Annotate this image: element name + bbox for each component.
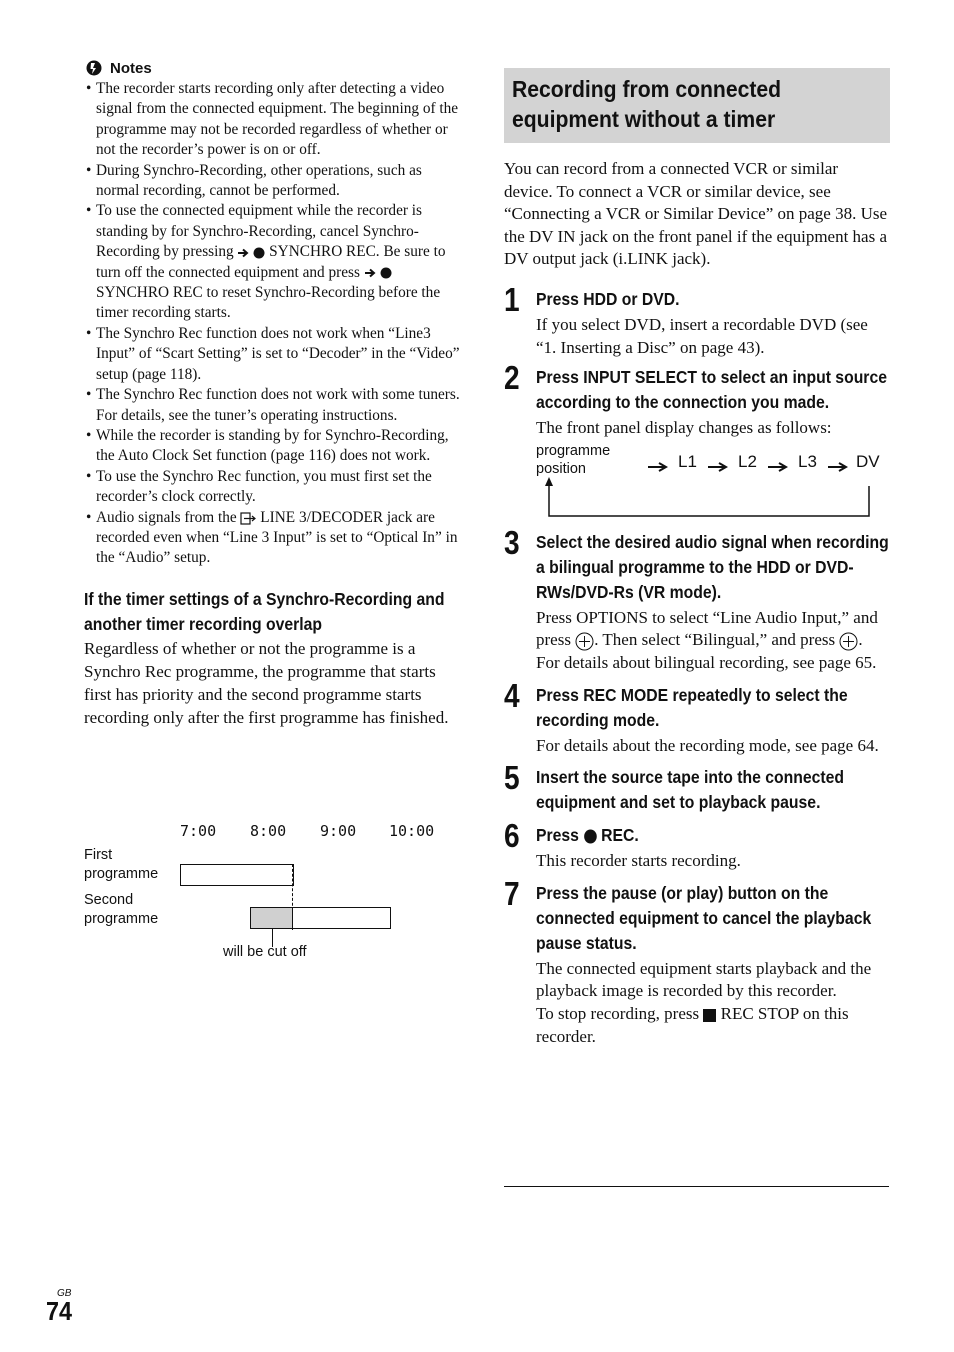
cut-off-label: will be cut off	[223, 944, 307, 960]
record-dot-icon	[253, 247, 265, 259]
step-3	[504, 523, 890, 675]
time-tick: 7:00	[180, 822, 217, 840]
input-jack-icon	[240, 512, 256, 525]
section-title: Recording from connected equipment without a timer	[512, 76, 782, 132]
step-number: 1	[504, 280, 520, 318]
note-item: • Audio signals from the LINE 3/DECODER jack are recorded even when “Line 3 Input” is set to “Optical In” in the “Audio” setup.	[84, 508, 466, 569]
note-item: • The Synchro Rec function does not work with some tuners. For details, see the tuner’s operating instructions.	[84, 385, 466, 426]
flow-item: L1	[678, 451, 697, 471]
step-body: If you select DVD, insert a recordable DVD (see “1. Inserting a Disc” on page 43).	[536, 314, 868, 357]
timing-chart	[84, 820, 466, 970]
section-intro: You can record from a connected VCR or similar device. To connect a VCR or similar device, see “Connecting a VCR or Similar Device” on page 38. Use the DV IN jack on the front panel if the equipment has a DV output jack (i.LINK jack).	[504, 159, 888, 269]
arrow-right-icon	[768, 462, 788, 472]
flow-item: L3	[798, 451, 817, 471]
note-item: • To use the Synchro Rec function, you must first set the recorder’s clock correctly.	[84, 467, 466, 508]
note-item: • During Synchro-Recording, other operations, such as normal recording, cannot be performed.	[84, 161, 466, 202]
record-dot-icon	[380, 267, 392, 279]
step-title: Press HDD or DVD.	[536, 288, 680, 309]
step-body-2: For details about bilingual recording, see page 65.	[536, 652, 877, 672]
enter-button-icon	[839, 632, 858, 651]
overlap-body: Regardless of whether or not the programme is a Synchro Rec programme, the programme that starts first has priority and the second programme starts recording only after the first programme has finished.	[84, 638, 449, 727]
input-cycle-diagram	[536, 442, 890, 524]
step-body: The front panel display changes as follows:	[536, 418, 832, 438]
step-4	[504, 676, 890, 758]
step-title: Insert the source tape into the connected equipment and set to playback pause.	[536, 767, 845, 813]
time-tick: 8:00	[250, 822, 287, 840]
notes-heading-text: Notes	[110, 59, 152, 77]
note-item: • To use the connected equipment while the recorder is standing by for Synchro-Recording, cancel Synchro-Recording by pressing SYNCHRO REC. Be sure to turn off the connected equipment and press SYNCHRO REC to reset Synchro-Recording before the timer recording starts.	[84, 201, 466, 323]
right-column	[504, 68, 890, 1048]
note-item: • The recorder starts recording only after detecting a video signal from the connected equipment. The beginning of the programme may not be recorded regardless of whether or not the recorder’s power is on or off.	[84, 79, 466, 161]
record-dot-icon	[583, 829, 597, 844]
step-number: 2	[504, 359, 520, 397]
time-tick: 10:00	[389, 822, 435, 840]
step-number: 3	[504, 523, 520, 561]
time-tick: 9:00	[320, 822, 357, 840]
section-end-rule	[504, 1186, 889, 1187]
arrow-right-icon	[828, 462, 848, 472]
notes-list	[84, 79, 466, 569]
step-body: This recorder starts recording.	[536, 851, 741, 871]
flow-item: DV	[856, 451, 880, 471]
notes-icon	[86, 60, 102, 76]
note-item: • While the recorder is standing by for Synchro-Recording, the Auto Clock Set function (page 116) does not work.	[84, 426, 466, 467]
stop-square-icon	[703, 1009, 716, 1022]
step-title: Press REC.	[536, 825, 639, 846]
step-7	[504, 874, 890, 1048]
step-body: Press OPTIONS to select “Line Audio Input,” and press . Then select “Bilingual,” and press .	[536, 607, 878, 650]
step-body: For details about the recording mode, see page 64.	[536, 735, 879, 755]
step-title: Select the desired audio signal when recording a bilingual programme to the HDD or DVD-RWs/DVD-Rs (VR mode).	[536, 531, 889, 602]
enter-button-icon	[575, 632, 594, 651]
step-2	[504, 359, 890, 524]
step-title: Press the pause (or play) button on the connected equipment to cancel the playback pause status.	[536, 882, 872, 953]
arrow-right-icon	[708, 462, 728, 472]
step-title: Press REC MODE repeatedly to select the recording mode.	[536, 684, 848, 730]
left-column	[84, 58, 466, 729]
overlap-heading: If the timer settings of a Synchro-Recording and another timer recording overlap	[84, 588, 445, 634]
step-body: The connected equipment starts playback and the playback image is recorded by this recorder.	[536, 958, 872, 1001]
step-number: 7	[504, 874, 520, 912]
first-programme-bar	[180, 864, 294, 886]
step-title: Press INPUT SELECT to select an input source according to the connection you made.	[536, 367, 887, 413]
step-6	[504, 817, 890, 873]
note-item: • The Synchro Rec function does not work when “Line3 Input” of “Scart Setting” is set to “Decoder” in the “Video” setup (page 118).	[84, 324, 466, 385]
flow-label: programme position	[536, 442, 611, 477]
arrow-right-icon	[648, 462, 668, 472]
second-programme-bar	[292, 907, 391, 929]
cut-off-segment	[250, 907, 294, 929]
step-body-2: To stop recording, press REC STOP on this recorder.	[536, 1003, 849, 1046]
first-programme-label: First programme	[84, 847, 159, 882]
region-code: GB	[57, 1288, 72, 1299]
step-5	[504, 759, 890, 815]
step-number: 4	[504, 676, 520, 714]
second-programme-label: Second programme	[84, 892, 159, 927]
step-1	[504, 280, 890, 359]
arrow-right-icon	[237, 247, 249, 259]
page-number: 74	[46, 1296, 73, 1326]
loop-back-line	[542, 476, 872, 522]
step-number: 6	[504, 817, 520, 855]
flow-item: L2	[738, 451, 757, 471]
step-number: 5	[504, 759, 520, 797]
notes-heading	[86, 58, 466, 78]
section-header	[504, 68, 890, 143]
arrow-right-icon	[364, 267, 376, 279]
